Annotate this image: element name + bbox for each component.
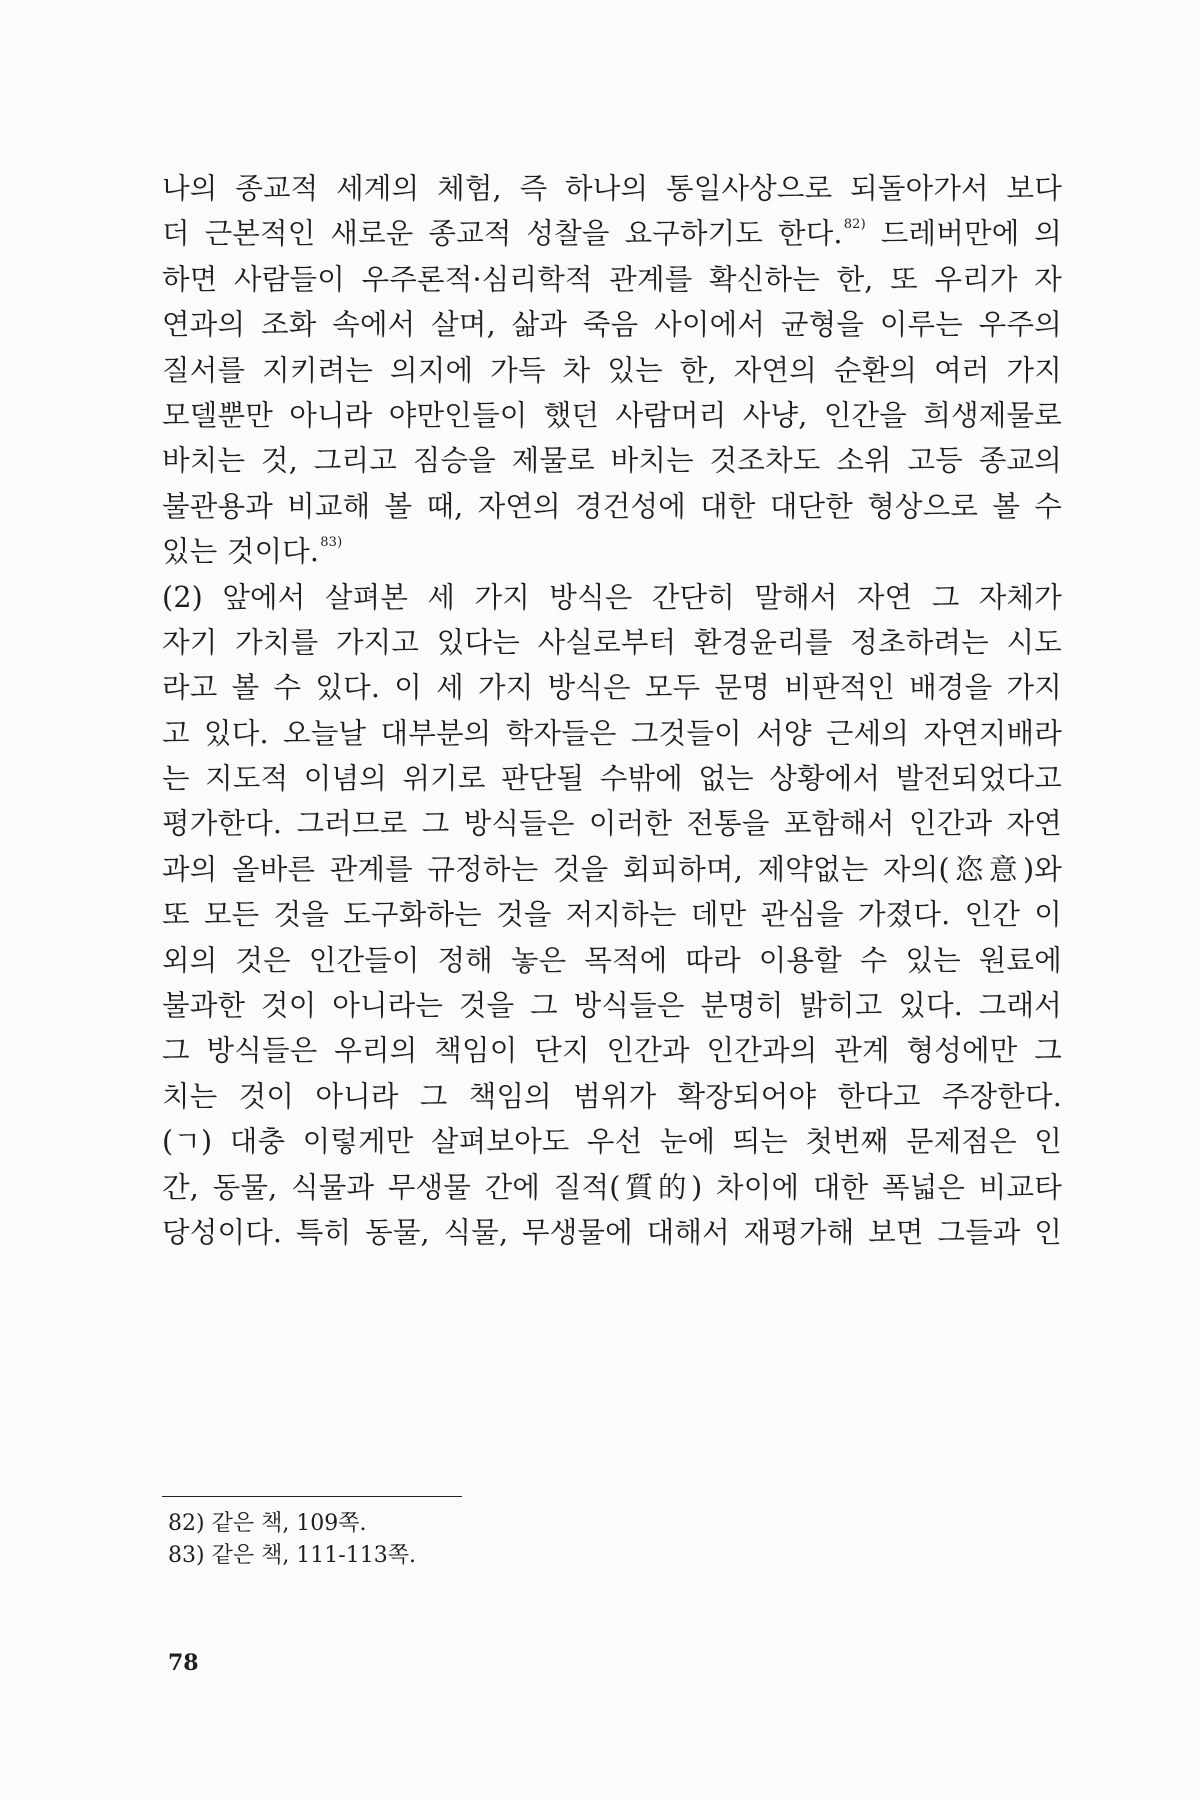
line-text: 자기 가치를 가지고 있다는 사실로부터 환경윤리를 정초하려는 시도 xyxy=(162,625,1062,659)
text-line xyxy=(162,983,1062,1028)
text-line xyxy=(162,529,1062,574)
footnote-ref: 83) xyxy=(320,535,343,551)
line-text: 는 지도적 이념의 위기로 판단될 수밖에 없는 상황에서 발전되었다고 xyxy=(162,762,1062,796)
text-line xyxy=(162,438,1062,483)
line-text: (ㄱ) 대충 이렇게만 살펴보아도 우선 눈에 띄는 첫번째 문제점은 인 xyxy=(162,1125,1062,1159)
text-line xyxy=(162,393,1062,438)
text-line xyxy=(162,257,1062,302)
line-text: 모델뿐만 아니라 야만인들이 했던 사람머리 사냥, 인간을 희생제물로 xyxy=(162,398,1062,432)
text-line xyxy=(162,484,1062,529)
text-line xyxy=(162,665,1062,710)
body-text xyxy=(162,166,1062,1255)
footnotes xyxy=(168,1508,416,1572)
text-line xyxy=(162,847,1062,892)
text-line xyxy=(162,1165,1062,1210)
text-line xyxy=(162,711,1062,756)
line-text: 고 있다. 오늘날 대부분의 학자들은 그것들이 서양 근세의 자연지배라 xyxy=(162,716,1062,750)
text-line xyxy=(162,620,1062,665)
text-line xyxy=(162,575,1062,620)
line-text: 또 모든 것을 도구화하는 것을 저지하는 데만 관심을 가졌다. 인간 이 xyxy=(162,898,1062,932)
line-text: 불과한 것이 아니라는 것을 그 방식들은 분명히 밝히고 있다. 그래서 xyxy=(162,989,1062,1023)
line-text: 연과의 조화 속에서 살며, 삶과 죽음 사이에서 균형을 이루는 우주의 xyxy=(162,308,1062,342)
footnote-82: 82) 같은 책, 109쪽. xyxy=(168,1511,367,1536)
line-text: 과의 올바른 관계를 규정하는 것을 회피하며, 제약없는 자의(恣意)와 xyxy=(162,852,1062,886)
line-text: 있는 것이다. xyxy=(162,535,320,569)
line-text: 질서를 지키려는 의지에 가득 차 있는 한, 자연의 순환의 여러 가지 xyxy=(162,353,1062,387)
text-line xyxy=(162,938,1062,983)
line-text: (2) 앞에서 살펴본 세 가지 방식은 간단히 말해서 자연 그 자체가 xyxy=(162,580,1062,614)
text-line xyxy=(162,801,1062,846)
text-line xyxy=(162,1210,1062,1255)
line-text: 하면 사람들이 우주론적·심리학적 관계를 확신하는 한, 또 우리가 자 xyxy=(162,262,1062,296)
text-line xyxy=(162,166,1062,211)
page-number: 78 xyxy=(168,1650,199,1676)
line-text: 평가한다. 그러므로 그 방식들은 이러한 전통을 포함해서 인간과 자연 xyxy=(162,807,1062,841)
line-text: 불관용과 비교해 볼 때, 자연의 경건성에 대한 대단한 형상으로 볼 수 xyxy=(162,489,1062,523)
footnote-ref: 82) xyxy=(843,217,866,233)
text-line xyxy=(162,1074,1062,1119)
text-line xyxy=(162,302,1062,347)
line-text: 라고 볼 수 있다. 이 세 가지 방식은 모두 문명 비판적인 배경을 가지 xyxy=(162,671,1062,705)
text-line xyxy=(162,1028,1062,1073)
line-text: 당성이다. 특히 동물, 식물, 무생물에 대해서 재평가해 보면 그들과 인 xyxy=(162,1215,1062,1249)
text-line xyxy=(162,1119,1062,1164)
line-text: 그 방식들은 우리의 책임이 단지 인간과 인간과의 관계 형성에만 그 xyxy=(162,1034,1062,1068)
line-text: 나의 종교적 세계의 체험, 즉 하나의 통일사상으로 되돌아가서 보다 xyxy=(162,172,1062,205)
text-line xyxy=(162,892,1062,937)
line-text: 간, 동물, 식물과 무생물 간에 질적(質的) 차이에 대한 폭넓은 비교타 xyxy=(162,1170,1062,1204)
line-text: 치는 것이 아니라 그 책임의 범위가 확장되어야 한다고 주장한다. xyxy=(162,1079,1062,1113)
line-text: 더 근본적인 새로운 종교적 성찰을 요구하기도 한다. xyxy=(162,217,843,251)
line-text: 외의 것은 인간들이 정해 놓은 목적에 따라 이용할 수 있는 원료에 xyxy=(162,943,1062,977)
footnote-83: 83) 같은 책, 111-113쪽. xyxy=(168,1543,416,1568)
footnote-rule xyxy=(162,1496,462,1497)
line-text-continued: 드레버만에 의 xyxy=(865,217,1063,251)
text-line xyxy=(162,348,1062,393)
text-line xyxy=(162,756,1062,801)
line-text: 바치는 것, 그리고 짐승을 제물로 바치는 것조차도 소위 고등 종교의 xyxy=(162,444,1062,478)
text-line xyxy=(162,211,1062,256)
